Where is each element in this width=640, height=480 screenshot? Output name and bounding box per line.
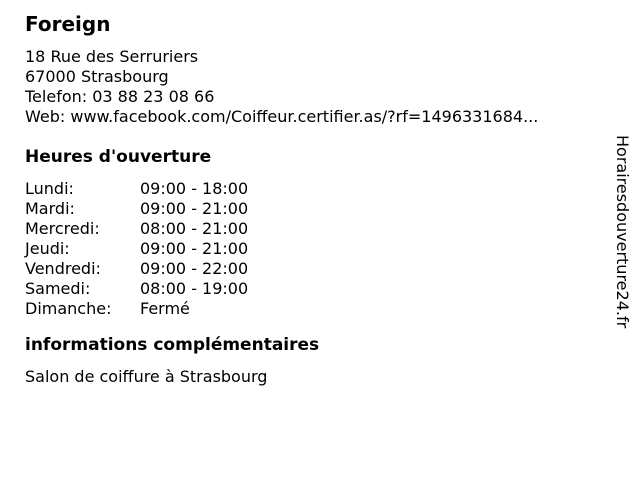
day-label: Samedi:: [25, 279, 91, 298]
phone-line: [25, 87, 595, 107]
time-value: Fermé: [140, 299, 190, 318]
hours-row-wednesday: [25, 219, 595, 239]
day-label: Mercredi:: [25, 219, 100, 238]
day-label: Mardi:: [25, 199, 75, 218]
hours-row-saturday: [25, 279, 595, 299]
address-line-2: 67000 Strasbourg: [25, 67, 169, 86]
phone-label: Telefon:: [25, 87, 88, 106]
hours-row-tuesday: [25, 199, 595, 219]
time-value: 09:00 - 22:00: [140, 259, 249, 278]
time-value: 09:00 - 18:00: [140, 179, 249, 198]
hours-table: [25, 179, 595, 319]
phone-value: 03 88 23 08 66: [92, 87, 215, 106]
time-value: 09:00 - 21:00: [140, 239, 249, 258]
brand-vertical-text: Horairesdouverture24.fr: [613, 135, 632, 329]
hours-row-sunday: [25, 299, 595, 319]
hours-row-thursday: [25, 239, 595, 259]
address-line-1: 18 Rue des Serruriers: [25, 47, 199, 66]
time-value: 08:00 - 19:00: [140, 279, 249, 298]
day-label: Lundi:: [25, 179, 74, 198]
day-label: Dimanche:: [25, 299, 112, 318]
address-block: [25, 47, 595, 127]
web-label: Web:: [25, 107, 66, 126]
time-value: 09:00 - 21:00: [140, 199, 249, 218]
hours-section-title: Heures d'ouverture: [25, 147, 212, 167]
day-label: Vendredi:: [25, 259, 101, 278]
info-text: Salon de coiffure à Strasbourg: [25, 367, 268, 386]
time-value: 08:00 - 21:00: [140, 219, 249, 238]
hours-row-friday: [25, 259, 595, 279]
day-label: Jeudi:: [25, 239, 70, 258]
page-title: Foreign: [25, 12, 111, 36]
hours-row-monday: [25, 179, 595, 199]
web-value: www.facebook.com/Coiffeur.certifier.as/?rf=1496331684...: [70, 107, 539, 126]
info-section-title: informations complémentaires: [25, 335, 320, 355]
web-line: [25, 107, 595, 127]
